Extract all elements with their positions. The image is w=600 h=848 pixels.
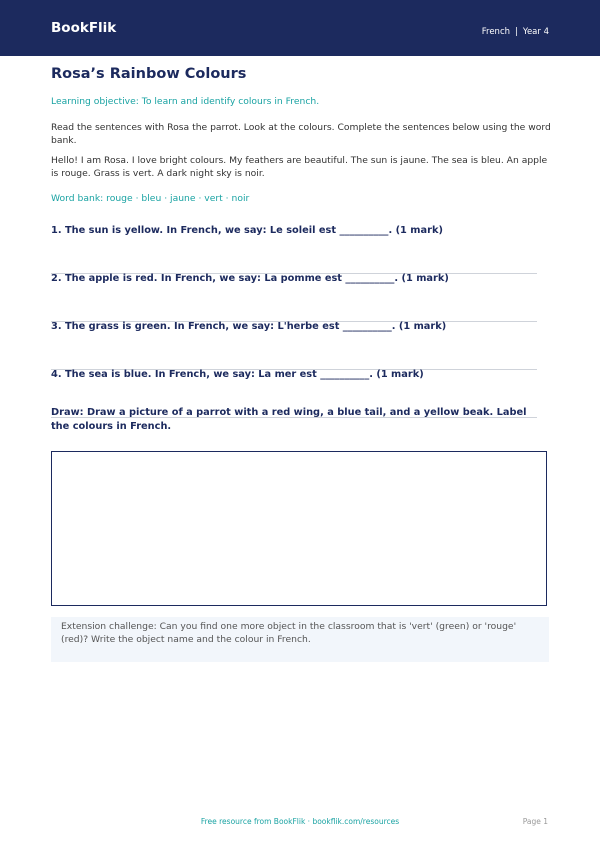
year-label: Year 4 bbox=[522, 27, 549, 37]
learning-objective: Learning objective: To learn and identify colours in French. bbox=[51, 96, 320, 107]
page-number: Page 1 bbox=[522, 817, 548, 826]
word-bank: Word bank: rouge · bleu · jaune · vert · noir bbox=[51, 193, 250, 204]
question-4: 4. The sea is blue. In French, we say: La mer est __________. (1 mark) bbox=[51, 369, 424, 380]
header-meta bbox=[482, 28, 549, 37]
meta-separator: | bbox=[515, 27, 518, 37]
drawing-area[interactable] bbox=[51, 451, 547, 606]
question-3: 3. The grass is green. In French, we say: L'herbe est __________. (1 mark) bbox=[51, 321, 447, 332]
extension-text: Extension challenge: Can you find one more object in the classroom that is 'vert' (green) or 'rouge' (red)? Write the object name and the colour in French. bbox=[61, 621, 517, 645]
instructions-text: Read the sentences with Rosa the parrot. Look at the colours. Complete the sentences below using the word bank. bbox=[51, 122, 551, 146]
footer-credit[interactable]: Free resource from BookFlik · bookflik.com/resources bbox=[200, 817, 400, 826]
extension-box bbox=[51, 617, 549, 662]
story-text: Hello! I am Rosa. I love bright colours. My feathers are beautiful. The sun is jaune. The sea is bleu. An apple is rouge. Grass is vert. A dark night sky is noir. bbox=[51, 155, 548, 179]
worksheet-title: Rosa’s Rainbow Colours bbox=[51, 66, 247, 82]
draw-prompt: Draw: Draw a picture of a parrot with a red wing, a blue tail, and a yellow beak. Label the colours in French. bbox=[51, 407, 527, 432]
header-bar bbox=[0, 0, 600, 56]
brand-logo[interactable]: BookFlik bbox=[51, 20, 117, 36]
question-2: 2. The apple is red. In French, we say: La pomme est __________. (1 mark) bbox=[51, 273, 449, 284]
question-1: 1. The sun is yellow. In French, we say: Le soleil est __________. (1 mark) bbox=[51, 225, 443, 236]
subject-label: French bbox=[481, 27, 511, 37]
